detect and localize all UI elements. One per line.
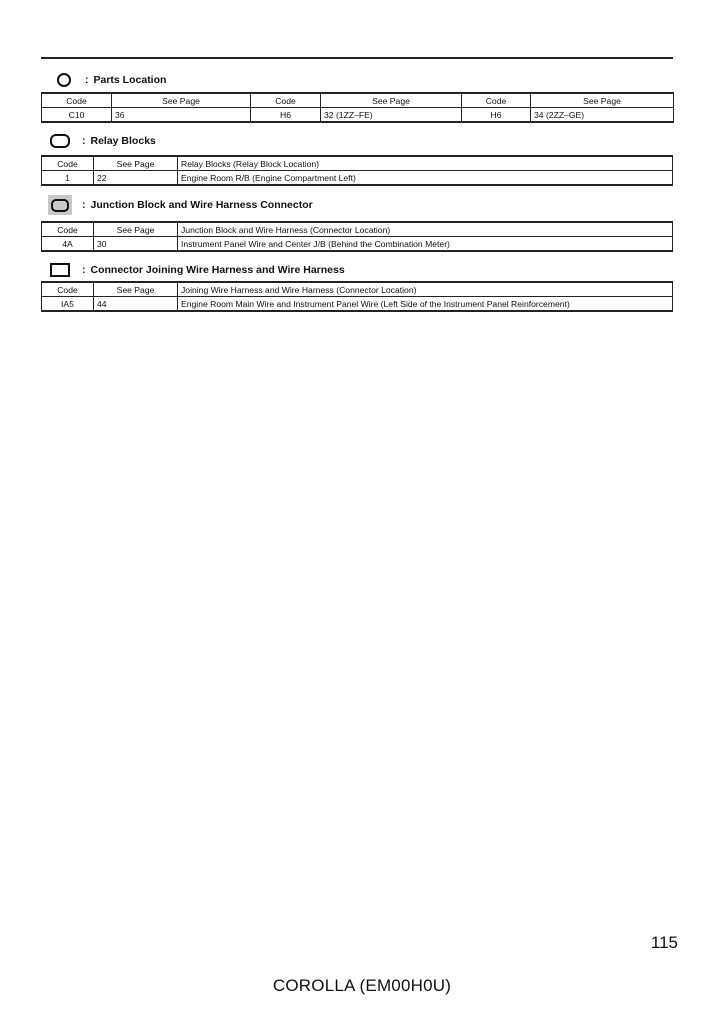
table-cell: C10: [42, 108, 112, 123]
table-cell: 30: [94, 237, 178, 252]
section-title: Connector Joining Wire Harness and Wire Harness: [90, 264, 345, 276]
column-header: See Page: [531, 93, 674, 108]
table-header-row: [42, 222, 673, 237]
section-title: Parts Location: [93, 74, 167, 86]
table-header-row: [42, 282, 673, 297]
heading-colon: :: [82, 135, 86, 147]
table-cell: 36: [112, 108, 251, 123]
section-heading-connector-joining: [50, 261, 345, 279]
column-header: See Page: [94, 282, 178, 297]
page-number: 115: [650, 933, 678, 952]
section-heading-junction-block: [48, 196, 313, 214]
table-cell: 4A: [42, 237, 94, 252]
column-header: Joining Wire Harness and Wire Harness (Connector Location): [178, 282, 673, 297]
table-cell: H6: [251, 108, 321, 123]
table-header-row: [42, 156, 673, 171]
circle-icon: [57, 73, 71, 87]
column-header: See Page: [321, 93, 462, 108]
table-cell: Engine Room Main Wire and Instrument Panel Wire (Left Side of the Instrument Panel Reinforcement): [178, 297, 673, 312]
footer-model-code: COROLLA (EM00H0U): [272, 976, 452, 995]
table-cell: 32 (1ZZ–FE): [321, 108, 462, 123]
section-heading-parts-location: [50, 71, 166, 89]
column-header: Junction Block and Wire Harness (Connector Location): [178, 222, 673, 237]
table-row: [42, 237, 673, 252]
table-row: [42, 171, 673, 186]
table-cell: Instrument Panel Wire and Center J/B (Behind the Combination Meter): [178, 237, 673, 252]
oval-icon: [50, 134, 70, 148]
rectangle-icon: [50, 263, 70, 277]
heading-colon: :: [85, 74, 89, 86]
section-heading-relay-blocks: [50, 132, 156, 150]
table-header-row: [42, 93, 674, 108]
column-header: See Page: [94, 222, 178, 237]
table-cell: 34 (2ZZ–GE): [531, 108, 674, 123]
column-header: Code: [462, 93, 531, 108]
table-cell: 44: [94, 297, 178, 312]
table-row: [42, 108, 674, 123]
top-rule: [41, 57, 673, 59]
column-header: Code: [42, 93, 112, 108]
table-cell: 22: [94, 171, 178, 186]
junction-block-table: [41, 221, 673, 252]
section-title: Relay Blocks: [90, 135, 156, 147]
connector-joining-table: [41, 281, 673, 312]
table-row: [42, 297, 673, 312]
table-cell: IA5: [42, 297, 94, 312]
column-header: See Page: [94, 156, 178, 171]
heading-colon: :: [82, 264, 86, 276]
column-header: Relay Blocks (Relay Block Location): [178, 156, 673, 171]
parts-location-table: [41, 92, 674, 123]
shaded-oval-icon: [48, 195, 72, 215]
column-header: Code: [42, 156, 94, 171]
section-title: Junction Block and Wire Harness Connector: [90, 199, 313, 211]
column-header: Code: [42, 222, 94, 237]
column-header: Code: [42, 282, 94, 297]
column-header: Code: [251, 93, 321, 108]
table-cell: Engine Room R/B (Engine Compartment Left): [178, 171, 673, 186]
relay-blocks-table: [41, 155, 673, 186]
column-header: See Page: [112, 93, 251, 108]
table-cell: 1: [42, 171, 94, 186]
heading-colon: :: [82, 199, 86, 211]
table-cell: H6: [462, 108, 531, 123]
